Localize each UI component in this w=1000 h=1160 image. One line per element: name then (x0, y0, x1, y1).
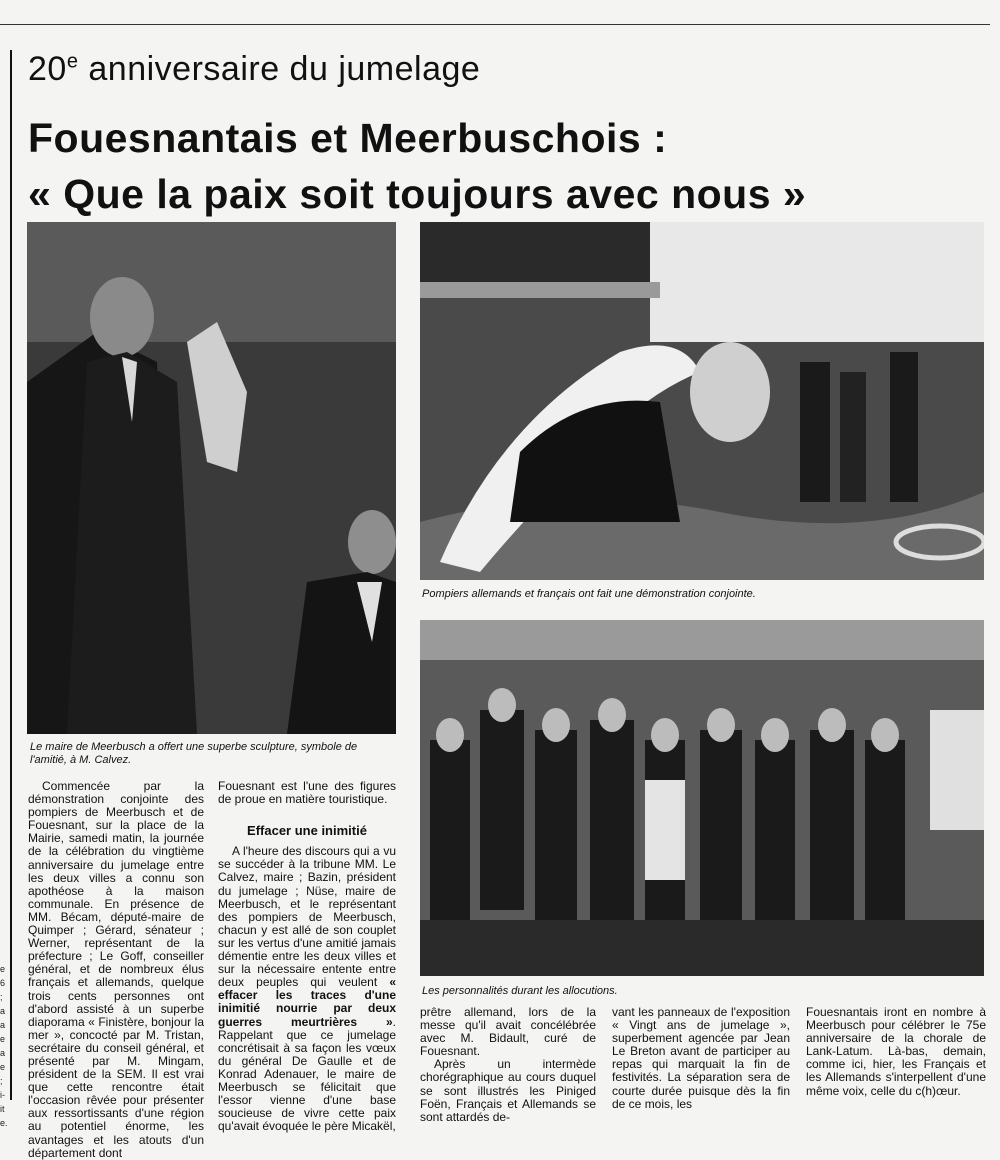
caption-photo-top-right: Pompiers allemands et français ont fait une démonstration conjointe. (422, 588, 756, 600)
article-paragraph: vant les panneaux de l'exposition « Vingt ans de jumelage », superbement agencée par Jean Le Breton avant de participer au repas qui marquait la fin de festivités. La séparation sera de courte durée puisque dès la fin de ce mois, les (612, 1005, 790, 1111)
article-paragraph: A l'heure des discours qui a vu se succéder à la tribune MM. Le Calvez, maire ; Bazin, président du jumelage ; Nüse, maire de Meerbusch, et le représentant des pompiers de Meerbusch, chacun y est allé de son couplet sur les vertus d'une amitié jamais démentie entre les deux villes et sur la nécessaire entente entre deux peuples qui veulent « effacer les traces d'une inimitié nourrie par deux guerres meurtrières ». Rappelant que ce jumelage concrétisait à sa façon les vœux du général De Gaulle et de Konrad Adenauer, le maire de Meerbusch se félicitait que l'essor vienne d'une base soucieuse de vivre cette paix qu'avait évoquée le père Micakël, (218, 844, 396, 1134)
article-paragraph: Après un intermède chorégraphique au cours duquel se sont illustrés les Piniged Foën, Français et Allemands se sont attardés de- (420, 1057, 596, 1124)
caption-photo-left: Le maire de Meerbusch a offert une superbe sculpture, symbole de l'amitié, à M. Calvez. (30, 741, 358, 766)
kicker-title: 20e anniversaire du jumelage (28, 50, 481, 88)
photo-dignitaries (420, 620, 984, 976)
photo-mayors-sculpture (27, 222, 396, 734)
left-column-rule (10, 50, 12, 1100)
cut-off-edge-text: e 6 ; a a e a e ; i- it e. (0, 964, 8, 1128)
top-rule (0, 24, 990, 25)
article-column-3 (420, 1006, 596, 1124)
article-paragraph: prêtre allemand, lors de la messe qu'il avait concélébrée avec M. Bidault, curé de Fouesnant. (420, 1005, 596, 1059)
headline-line-2: « Que la paix soit toujours avec nous » (28, 171, 807, 217)
headline (28, 110, 806, 222)
subheading: Effacer une inimitié (247, 823, 367, 839)
caption-photo-bottom-right: Les personnalités durant les allocutions. (422, 985, 618, 997)
article-paragraph: Commencée par la démonstration conjointe des pompiers de Meerbusch et de Fouesnant, sur la place de la Mairie, samedi matin, la journée de la célébration du vingtième anniversaire du jumelage entre les deux villes a connu son apothéose à la maison communale. En présence de MM. Bécam, député-maire de Quimper ; Gérard, sénateur ; Werner, représentant de la préfecture ; Le Goff, conseiller général, et de nombreux élus français et allemands, quelque trois cents personnes ont d'abord assisté à un superbe diaporama « Finistère, bonjour la mer », concocté par M. Tristan, secrétaire du conseil général, et présenté par M. Mingam, président de la SEM. Il est vrai que cette rencontre était l'occasion rêvée pour présenter aux ressortissants d'une région au potentiel énorme, les avantages et les atouts d'un département dont (28, 779, 204, 1160)
article-column-1 (28, 780, 204, 1160)
article-column-2 (218, 780, 396, 1133)
photo-firefighters (420, 222, 984, 580)
article-column-4 (612, 1006, 790, 1111)
headline-line-1: Fouesnantais et Meerbuschois : (28, 115, 668, 161)
article-paragraph: Fouesnantais iront en nombre à Meerbusch pour célébrer le 75e anniversaire de la chorale de Lank-Latum. Là-bas, demain, comme ici, hier, les Français et les Allemands s'interpellent d'une même voix, celle du c(h)œur. (806, 1005, 986, 1098)
article-column-5 (806, 1006, 986, 1098)
article-paragraph: Fouesnant est l'une des figures de proue en matière touristique. (218, 779, 396, 807)
